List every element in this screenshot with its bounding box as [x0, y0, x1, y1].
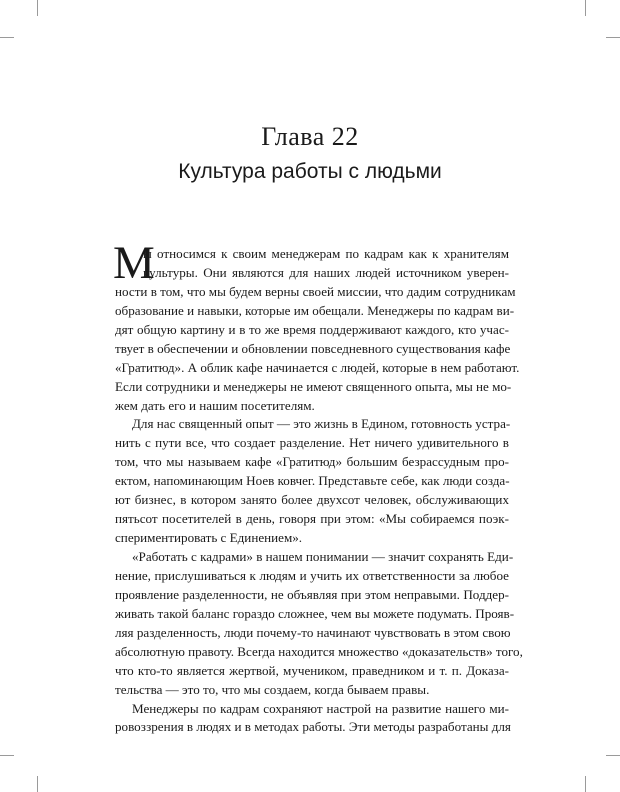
text-line: ы относимся к своим менеджерам по кадрам как к хранителям — [143, 246, 509, 261]
text-line: пятьсот посетителей в день, говоря при этом: «Мы собираемся поэк- — [115, 511, 509, 527]
text-line: проявление разделенности, не объявляя при этом неправыми. Поддер- — [115, 586, 509, 602]
text-line: нить с пути все, что создает разделение. Нет ничего удивительного в — [115, 435, 509, 451]
crop-mark-top-right-h — [606, 37, 620, 38]
text-line: «Гратитюд». А облик кафе начинается с людей, которые в нем работают. — [115, 359, 520, 375]
text-line: спериментировать с Единением». — [115, 530, 303, 546]
crop-mark-bottom-right-h — [606, 755, 620, 756]
body-text — [113, 237, 523, 737]
text-line: культуры. Они являются для наших людей источником уверен- — [143, 264, 509, 280]
chapter-title: Культура работы с людьми — [178, 160, 442, 183]
text-line: тельства — это то, что мы создаем, когда бываем правы. — [115, 681, 430, 697]
text-line: жем дать его и нашим посетителям. — [115, 397, 315, 413]
text-line: что кто-то является жертвой, мучеником, праведником и т. п. Доказа- — [115, 662, 509, 678]
text-line: абсолютную правоту. Всегда находится множество «доказательств» того, — [115, 643, 523, 659]
text-line: дят общую картину и в то же время поддерживают каждого, кто учас- — [115, 321, 509, 337]
text-line: ровоззрения в людях и в методах работы. Эти методы разработаны для — [115, 719, 511, 735]
crop-mark-bottom-left-h — [0, 755, 14, 756]
crop-mark-top-left-h — [0, 37, 14, 38]
crop-mark-bottom-right-v — [585, 776, 586, 792]
text-line: «Работать с кадрами» в нашем понимании — значит сохранять Еди- — [132, 549, 514, 564]
crop-mark-bottom-left-v — [37, 776, 38, 792]
text-line: Для нас священный опыт — это жизнь в Едином, готовность устра- — [132, 416, 511, 432]
text-line: нение, прислушиваться к людям и учить их ответственности за любое — [115, 567, 509, 583]
text-line: твует в обеспечении и обновлении повседневного существования кафе — [115, 340, 511, 356]
text-line: живать такой баланс гораздо сложнее, чем вы можете подумать. Прояв- — [115, 605, 515, 621]
text-line: ности в том, что мы будем верны своей миссии, что дадим сотрудникам — [115, 283, 516, 299]
text-line: Менеджеры по кадрам сохраняют настрой на развитие нашего ми- — [132, 700, 509, 716]
drop-cap: М — [113, 237, 155, 289]
text-line: ют бизнес, в котором занято более двухсот человек, обслуживающих — [115, 492, 509, 508]
text-line: том, что мы называем кафе «Гратитюд» большим безрассудным про- — [115, 454, 509, 470]
crop-mark-top-left-v — [37, 0, 38, 16]
text-line: ляя разделенность, люди почему-то начинают чувствовать в этом свою — [115, 624, 511, 640]
text-line: Если сотрудники и менеджеры не имеют священного опыта, мы не мо- — [115, 378, 512, 394]
chapter-number: Глава 22 — [261, 122, 359, 151]
text-line: образование и навыки, которые им обещали. Менеджеры по кадрам ви- — [115, 302, 515, 318]
text-line: ектом, напоминающим Ноев ковчег. Представьте себе, как люди созда- — [115, 473, 510, 489]
crop-mark-top-right-v — [585, 0, 586, 16]
